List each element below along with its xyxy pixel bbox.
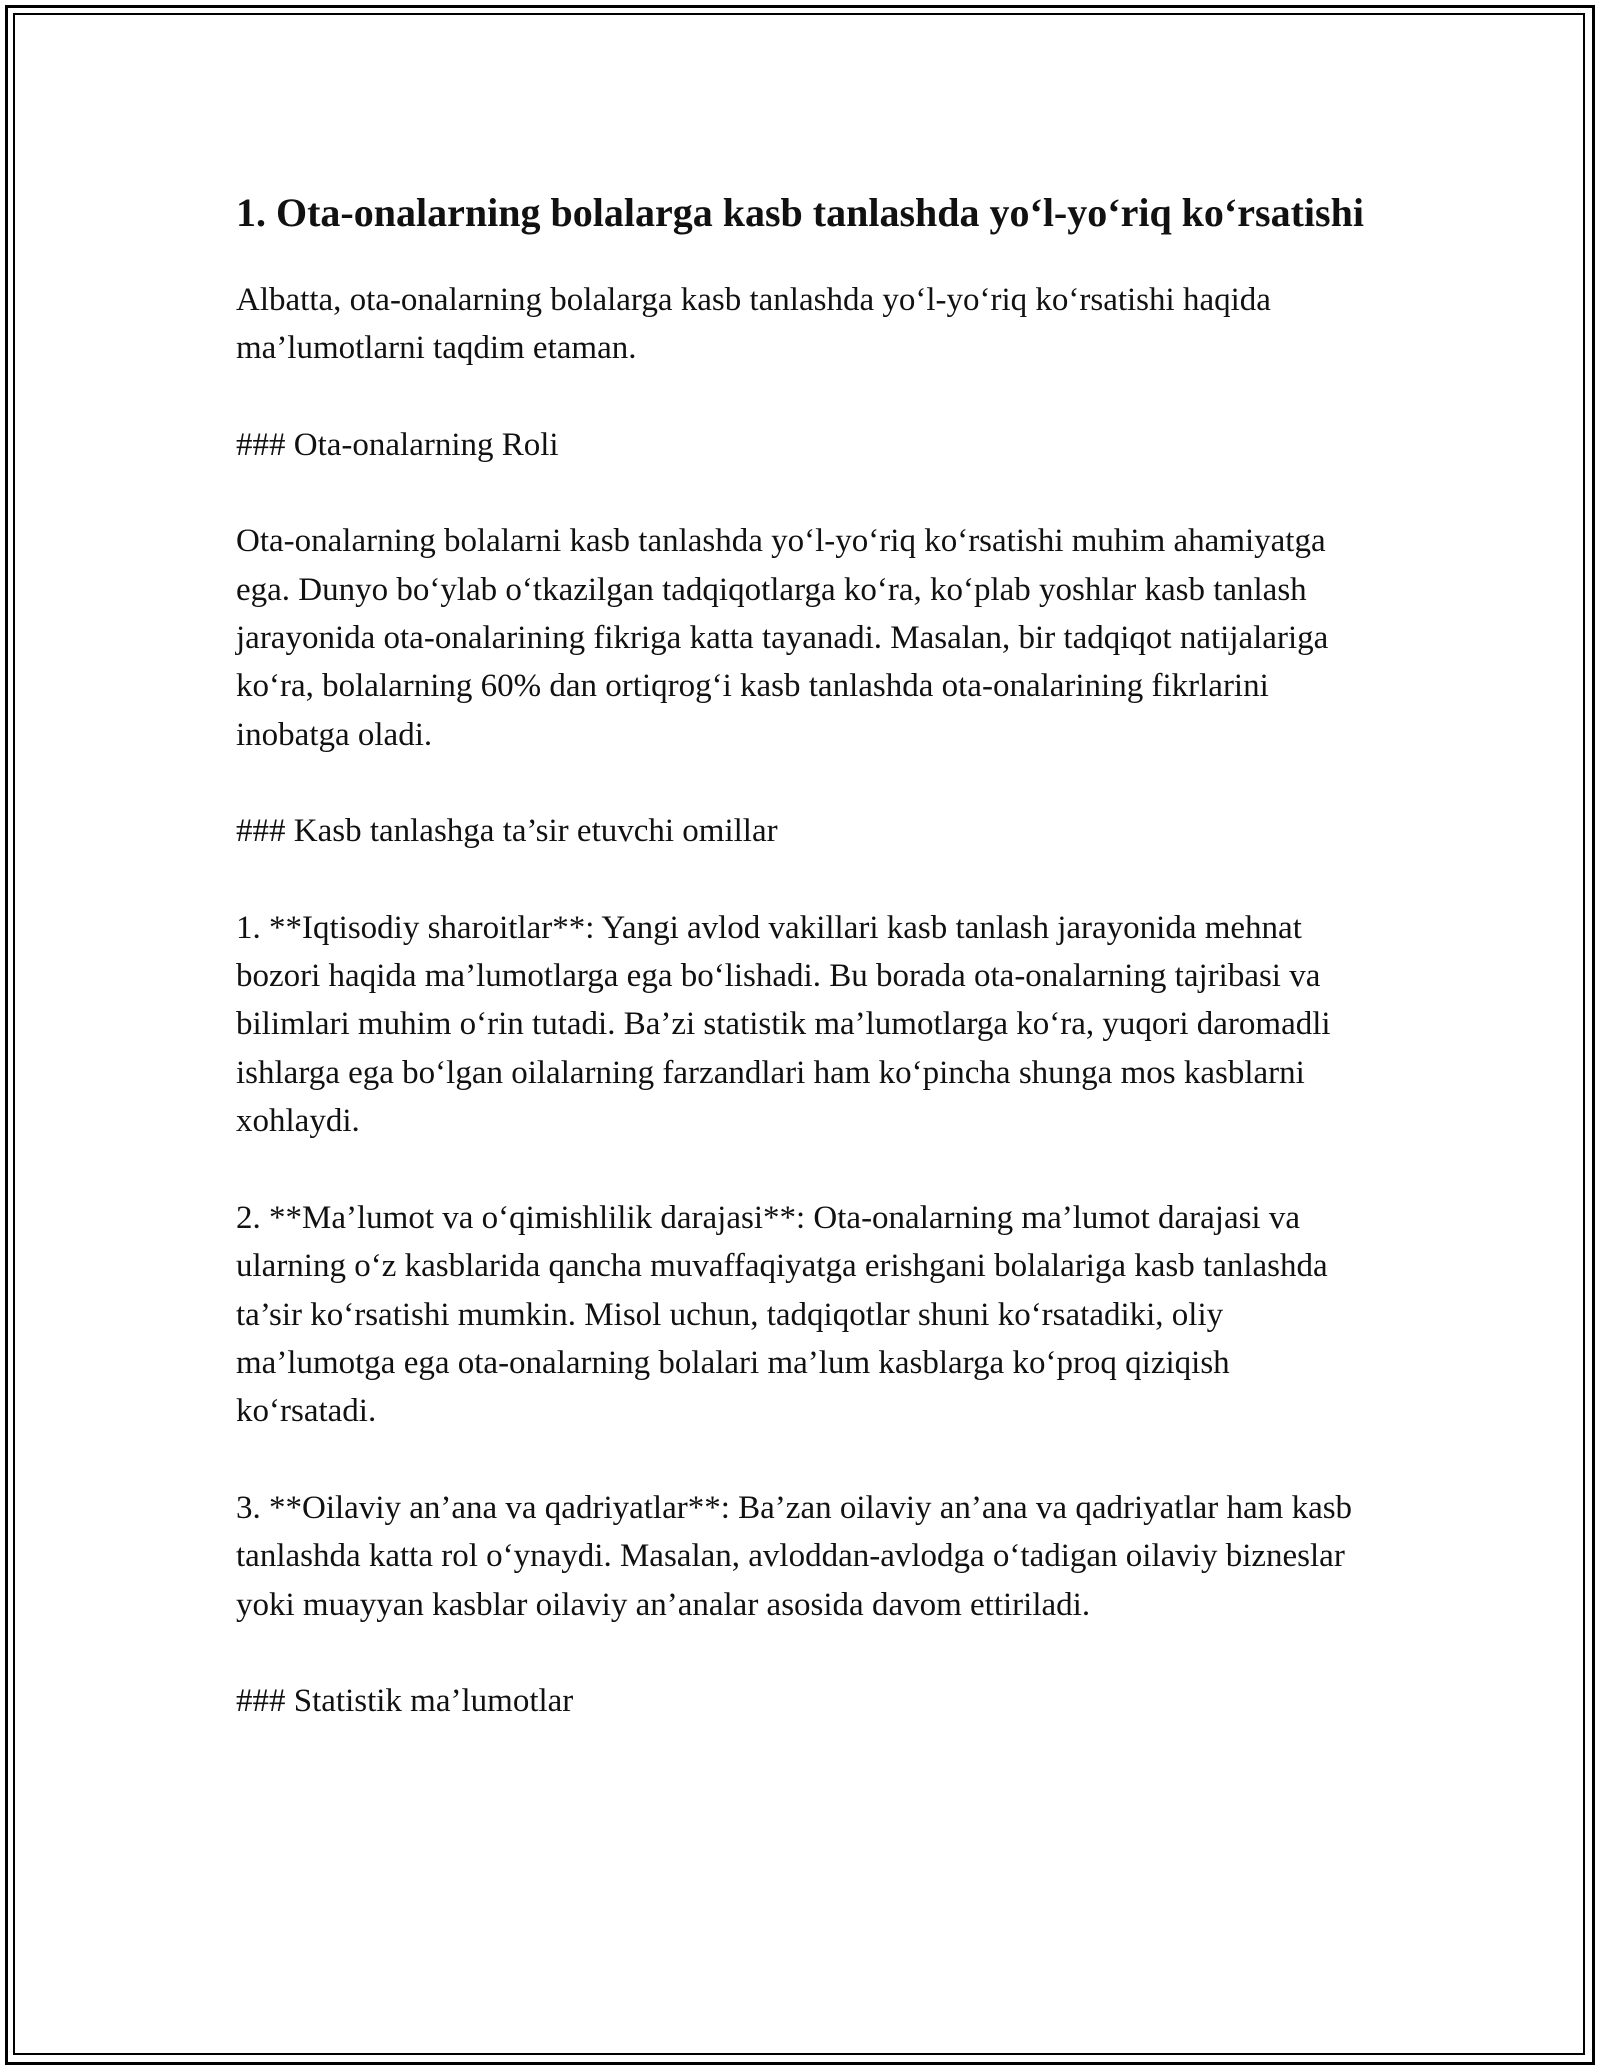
document-body bbox=[236, 186, 1376, 1773]
list-item-oilaviy: 3. **Oilaviy an’ana va qadriyatlar**: Ba’zan oilaviy an’ana va qadriyatlar ham kasb tanlashda katta rol o‘ynaydi. Masalan, avloddan-avlodga o‘tadigan oilaviy bizneslar yoki muayyan kasblar oilaviy an’analar asosida davom ettiriladi. bbox=[236, 1489, 1353, 1623]
section-heading-omillar: ### Kasb tanlashga ta’sir etuvchi omillar bbox=[236, 813, 778, 850]
list-item-iqtisodiy: 1. **Iqtisodiy sharoitlar**: Yangi avlod vakillari kasb tanlash jarayonida mehnat bozori haqida ma’lumotlarga ega bo‘lishadi. Bu borada ota-onalarning tajribasi va bilimlari muhim o‘rin tutadi. Ba’zi statistik ma’lumotlarga ko‘ra, yuqori daromadli ishlarga ega bo‘lgan oilalarning farzandlari ham ko‘pincha shunga mos kasblarni xohlaydi. bbox=[236, 909, 1331, 1140]
document-title: 1. Ota-onalarning bolalarga kasb tanlashda yo‘l-yo‘riq ko‘rsatishi bbox=[236, 190, 1364, 235]
section-heading-statistik: ### Statistik ma’lumotlar bbox=[236, 1682, 574, 1719]
section-heading-roli: ### Ota-onalarning Roli bbox=[236, 426, 559, 463]
list-item-malumot: 2. **Ma’lumot va o‘qimishlilik darajasi**: Ota-onalarning ma’lumot darajasi va ularning o‘z kasblarida qancha muvaffaqiyatga erishgani bolalariga kasb tanlashda ta’sir ko‘rsatishi mumkin. Misol uchun, tadqiqotlar shuni ko‘rsatadiki, oliy ma’lumotga ega ota-onalarning bolalari ma’lum kasblarga ko‘proq qiziqish ko‘rsatadi. bbox=[236, 1199, 1328, 1430]
roli-paragraph: Ota-onalarning bolalarni kasb tanlashda yo‘l-yo‘riq ko‘rsatishi muhim ahamiyatga ega. Dunyo bo‘ylab o‘tkazilgan tadqiqotlarga ko‘ra, ko‘plab yoshlar kasb tanlash jarayonida ota-onalarining fikriga katta tayanadi. Masalan, bir tadqiqot natijalariga ko‘ra, bolalarning 60% dan ortiqrog‘i kasb tanlashda ota-onalarining fikrlarini inobatga oladi. bbox=[236, 523, 1329, 753]
intro-paragraph: Albatta, ota-onalarning bolalarga kasb tanlashda yo‘l-yo‘riq ko‘rsatishi haqida ma’lumotlarni taqdim etaman. bbox=[236, 282, 1271, 367]
